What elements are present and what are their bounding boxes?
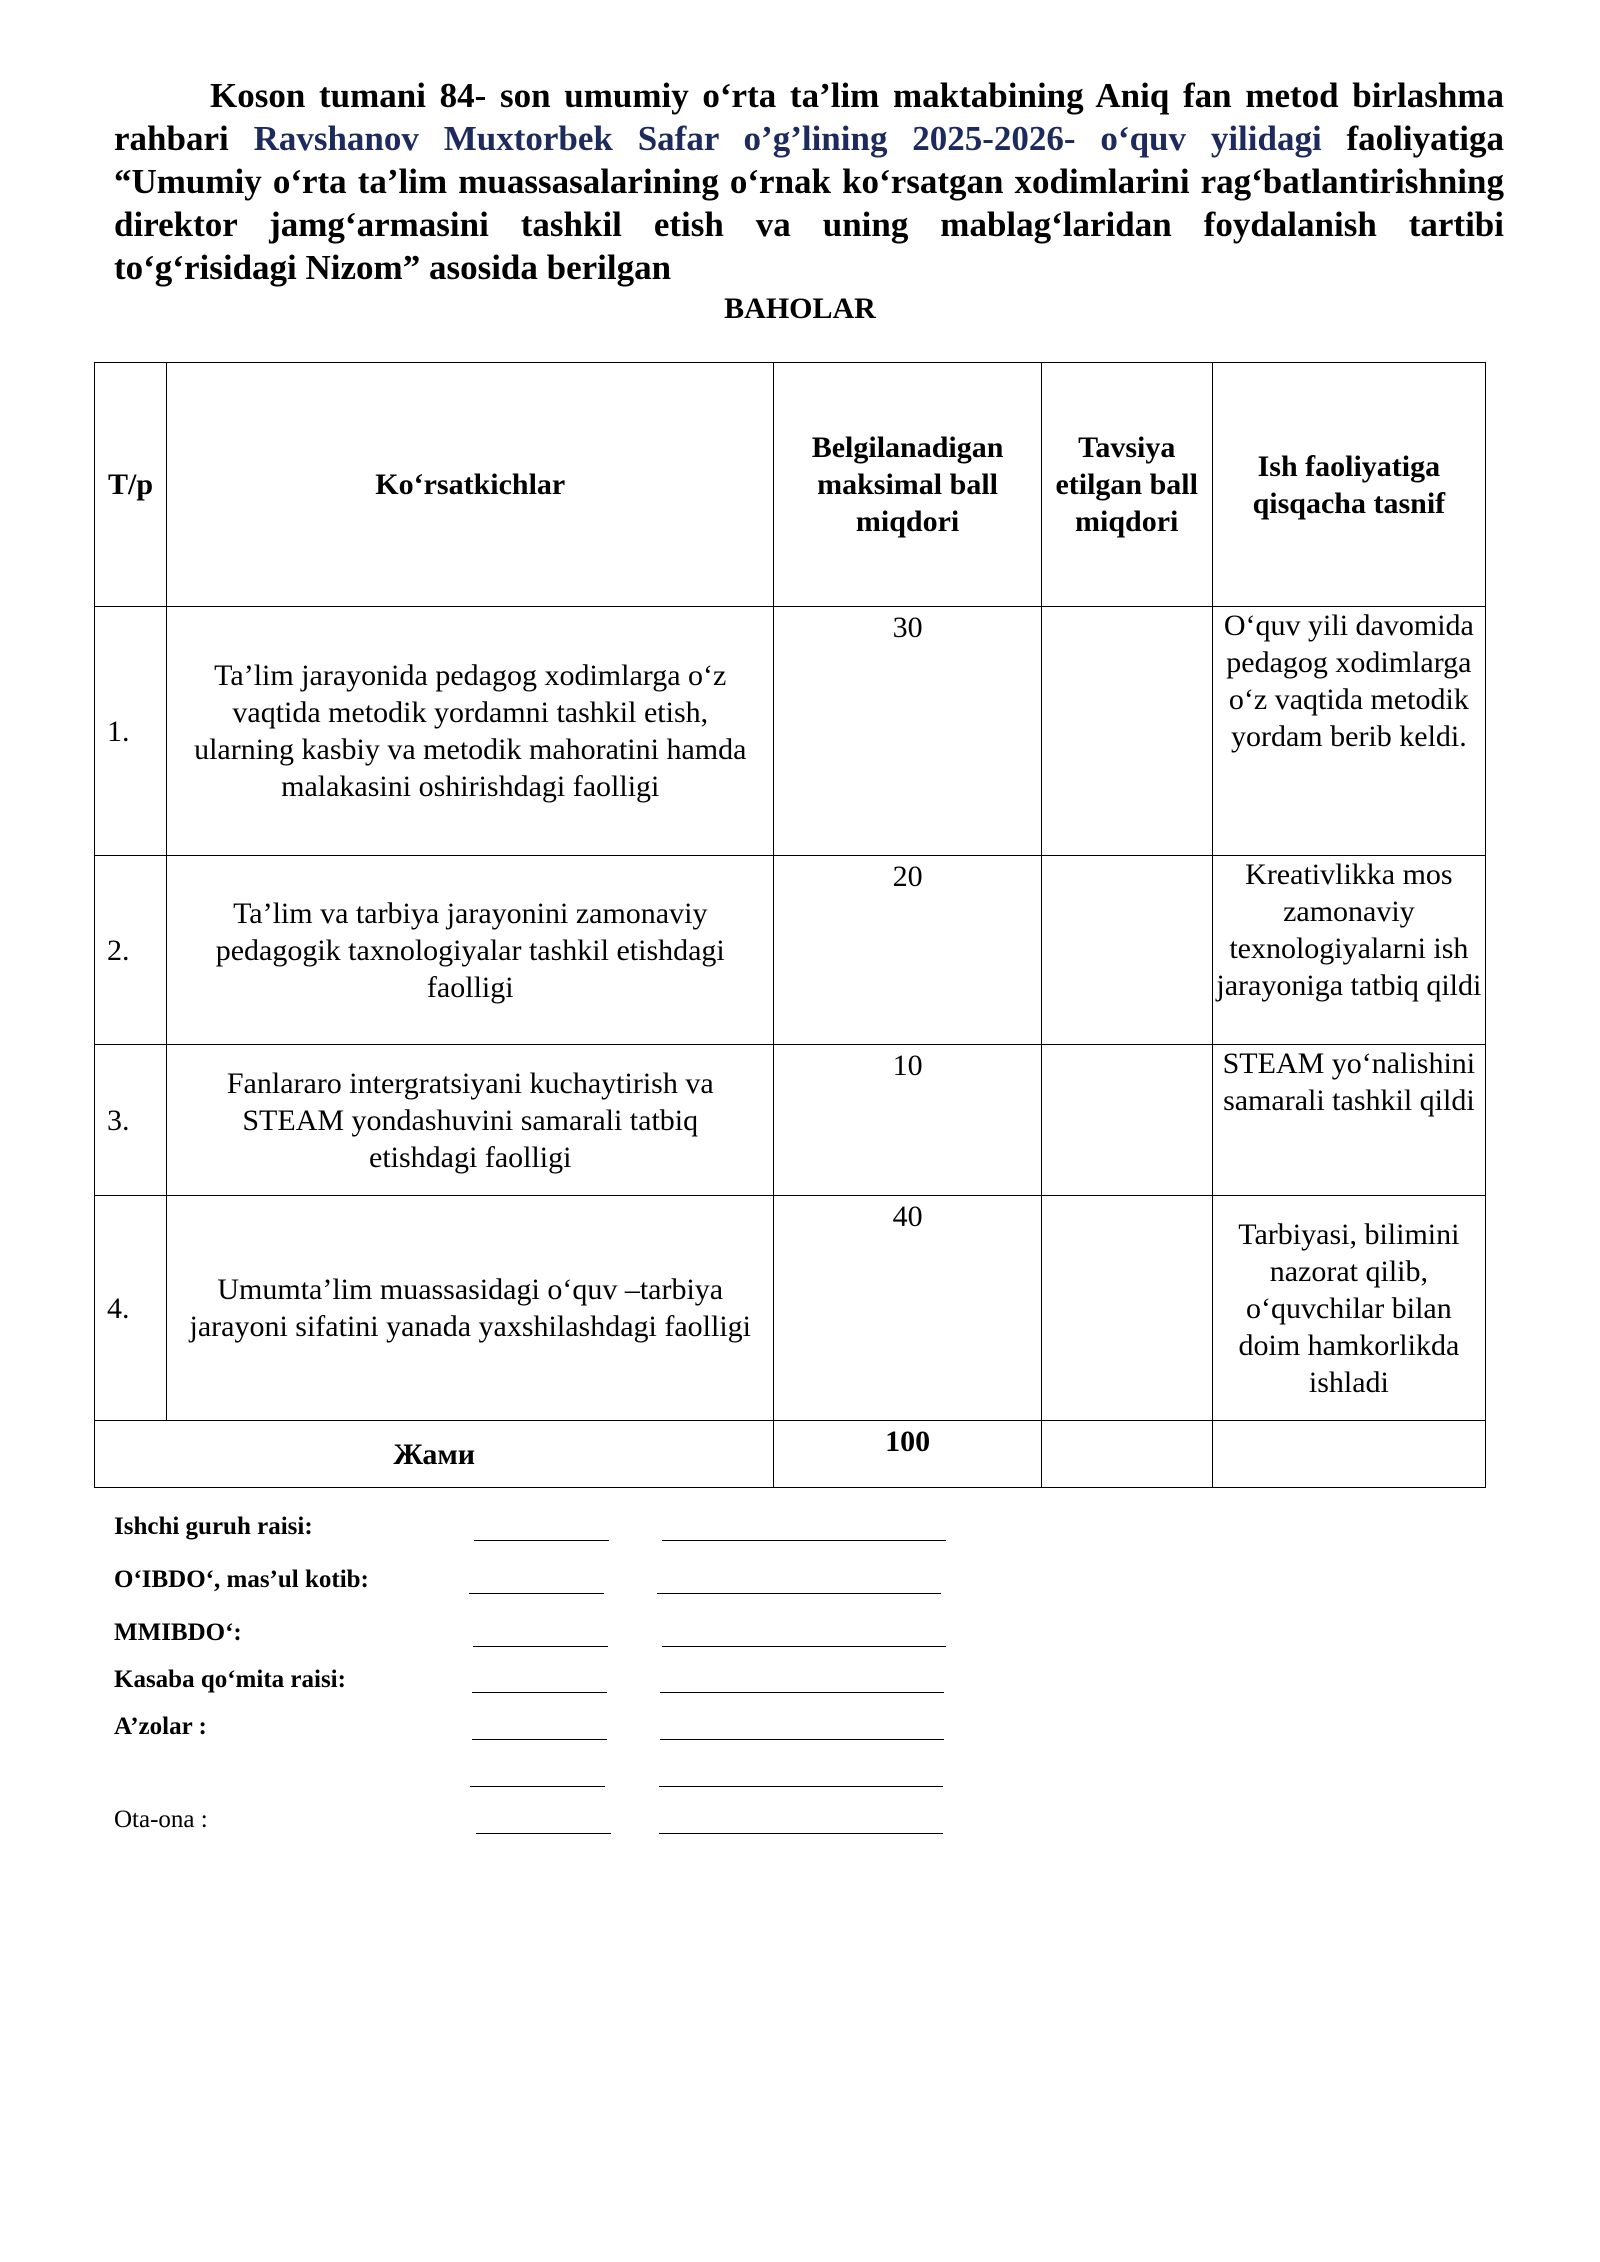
table-total-row (95, 1421, 1486, 1488)
row-description: O‘quv yili davomida pedagog xodimlarga o‘z vaqtida metodik yordam berib keldi. (1212, 607, 1485, 856)
header-indicator: Ko‘rsatkichlar (167, 363, 774, 607)
document-heading (114, 74, 1504, 289)
name-line (657, 1593, 941, 1594)
signature-line (472, 1739, 607, 1740)
signature-label-chair: Ishchi guruh raisi: (114, 1513, 313, 1540)
row-description: Tarbiyasi, bilimini nazorat qilib, o‘quvchilar bilan doim hamkorlikda ishladi (1212, 1196, 1485, 1421)
header-number: T/p (95, 363, 167, 607)
header-max-score: Belgilanadigan maksimal ball miqdori (774, 363, 1041, 607)
signature-label-secretary: O‘IBDO‘, mas’ul kotib: (114, 1566, 369, 1593)
row-number: 4. (95, 1196, 167, 1421)
name-line (660, 1739, 944, 1740)
row-indicator: Umumta’lim muassasidagi o‘quv –tarbiya jarayoni sifatini yanada yaxshilashdagi faolligi (167, 1196, 774, 1421)
total-value: 100 (774, 1421, 1041, 1488)
heading-text-part2: faoliyatiga “Umumiy o‘rta ta’lim muassasalarining o‘rnak ko‘rsatgan xodimlarini rag‘batlantirishning direktor jamg‘armasini tashkil etish va uning mablag‘laridan foydalanish tartibi to‘g‘risidagi Nizom” asosida berilgan (114, 119, 1504, 287)
row-description: STEAM yo‘nalishini samarali tashkil qildi (1212, 1045, 1485, 1196)
header-description: Ish faoliyatiga qisqacha tasnif (1212, 363, 1485, 607)
table-row (95, 856, 1486, 1045)
row-indicator: Ta’lim va tarbiya jarayonini zamonaviy pedagogik taxnologiyalar tashkil etishdagi faolligi (167, 856, 774, 1045)
row-recommended-score (1041, 1045, 1212, 1196)
signature-label-mmibdo: MMIBDO‘: (114, 1619, 242, 1646)
row-max-score: 30 (774, 607, 1041, 856)
row-max-score: 20 (774, 856, 1041, 1045)
signature-label-union: Kasaba qo‘mita raisi: (114, 1666, 346, 1693)
total-label: Жами (95, 1421, 774, 1488)
signature-label-members: A’zolar : (114, 1713, 207, 1740)
signature-line (473, 1646, 608, 1647)
name-line (662, 1540, 946, 1541)
row-max-score: 40 (774, 1196, 1041, 1421)
total-recommended (1041, 1421, 1212, 1488)
row-recommended-score (1041, 607, 1212, 856)
row-indicator: Ta’lim jarayonida pedagog xodimlarga o‘z vaqtida metodik yordamni tashkil etish, ularning kasbiy va metodik mahoratini hamda malakasini oshirishdagi faolligi (167, 607, 774, 856)
row-description: Kreativlikka mos zamonaviy texnologiyalarni ish jarayoniga tatbiq qildi (1212, 856, 1485, 1045)
signature-label-parent: Ota-ona : (114, 1806, 208, 1833)
table-header-row (95, 363, 1486, 607)
signature-line (470, 1786, 605, 1787)
row-number: 3. (95, 1045, 167, 1196)
header-recommended-score: Tavsiya etilgan ball miqdori (1041, 363, 1212, 607)
name-line (662, 1646, 946, 1647)
signature-line (469, 1593, 604, 1594)
table-row (95, 607, 1486, 856)
heading-text-part1: Koson tumani 84- son umumiy o‘rta ta’lim maktabining Aniq fan metod birlashma rahbari (114, 76, 1504, 158)
row-number: 2. (95, 856, 167, 1045)
signature-line (472, 1692, 607, 1693)
table-row (95, 1045, 1486, 1196)
grades-table (94, 362, 1486, 1488)
row-recommended-score (1041, 1196, 1212, 1421)
name-line (660, 1692, 944, 1693)
total-description (1212, 1421, 1485, 1488)
row-number: 1. (95, 607, 167, 856)
row-indicator: Fanlararo intergratsiyani kuchaytirish va STEAM yondashuvini samarali tatbiq etishdagi faolligi (167, 1045, 774, 1196)
signature-line (476, 1833, 611, 1834)
name-line (659, 1833, 943, 1834)
table-row (95, 1196, 1486, 1421)
row-max-score: 10 (774, 1045, 1041, 1196)
name-line (659, 1786, 943, 1787)
signature-line (474, 1540, 609, 1541)
document-title: BAHOLAR (724, 292, 876, 325)
heading-highlight-name: Ravshanov Muxtorbek Safar o’g’lining 2025-2026- o‘quv yilidagi (253, 119, 1322, 158)
row-recommended-score (1041, 856, 1212, 1045)
